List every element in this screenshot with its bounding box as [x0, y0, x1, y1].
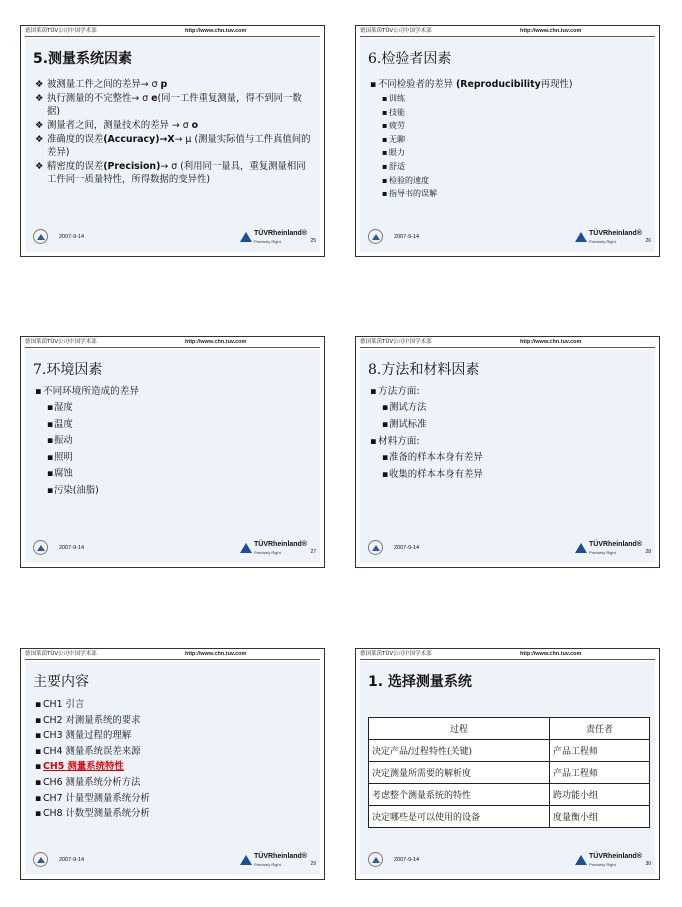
table-cell: 度量衡小组 — [550, 806, 650, 828]
triangle-logo-icon — [240, 855, 252, 865]
header-org: 德国莱茵TÜV公司中国学术部 — [360, 339, 432, 345]
list-subitem: ▪腐蚀 — [47, 468, 73, 480]
slide-body — [360, 38, 655, 252]
slide-title: 6.检验者因素 — [368, 51, 452, 67]
footer-date: 2007-9-14 — [59, 234, 85, 240]
footer-date: 2007-9-14 — [59, 545, 85, 551]
header-org: 德国莱茵TÜV公司中国学术部 — [360, 28, 432, 34]
tuv-seal-icon — [33, 852, 48, 867]
tuv-logo: TÜVRheinland® Precisely Right. — [575, 230, 637, 246]
table-cell: 决定测量所需要的解析度 — [369, 762, 550, 784]
page-number: 28 — [645, 549, 651, 555]
list-item: ❖ 准确度的误差(Accuracy)→X→ μ (测量实际值与工件真值间的差异) — [35, 134, 311, 158]
list-subitem: ▪准备的样本本身有差异 — [382, 452, 483, 464]
slide-header — [25, 27, 320, 37]
tuv-logo: TÜVRheinland® Precisely Right. — [575, 853, 637, 869]
page-number: 30 — [645, 861, 651, 867]
list-item: ▪ CH1 引言 — [35, 697, 312, 713]
slide-title: 7.环境因素 — [33, 362, 103, 378]
slide-title: 1. 选择测量系统 — [368, 674, 472, 690]
square-bullet-icon: ▪ — [35, 699, 42, 710]
list-item: ▪不同环境所造成的差异 — [35, 383, 312, 400]
list-subitem: ▪照明 — [47, 451, 73, 463]
slide-footer — [366, 227, 651, 247]
page-number: 29 — [310, 861, 316, 867]
list-subitem: ▪测试方法 — [382, 402, 427, 413]
tuv-seal-icon — [368, 852, 383, 867]
slide-28 — [355, 336, 660, 568]
slide-title: 5.测量系统因素 — [33, 51, 133, 67]
list-subitem: ▪收集的样本本身有差异 — [382, 468, 483, 480]
header-url: http://www.chn.tuv.com — [185, 651, 247, 657]
triangle-logo-icon — [240, 543, 252, 553]
tuv-seal-icon — [368, 540, 383, 555]
square-bullet-icon: ▪ — [35, 761, 42, 773]
slide-footer — [31, 850, 316, 870]
list-item: ▪材料方面: — [370, 433, 647, 450]
list-subitem: ▪ 疲劳 — [382, 121, 405, 131]
tuv-seal-icon — [368, 229, 383, 244]
slide-29 — [20, 648, 325, 880]
list-item: ▪ CH4 测量系统误差来源 — [35, 744, 312, 760]
diamond-bullet-icon: ❖ — [35, 93, 44, 104]
header-org: 德国莱茵TÜV公司中国学术部 — [25, 339, 97, 345]
table-row — [369, 740, 650, 762]
footer-date: 2007-9-14 — [59, 857, 85, 863]
slide-footer — [31, 538, 316, 558]
slide-25 — [20, 25, 325, 257]
tuv-logo: TÜVRheinland® Precisely Right. — [240, 230, 302, 246]
list-item: ❖ 精密度的误差(Precision)→ σ (利用同一量具，重复测量相同工件同一质量特性，所得数据的变异性) — [35, 161, 306, 185]
list-item: ▪ CH3 测量过程的理解 — [35, 728, 312, 744]
page-number: 27 — [310, 549, 316, 555]
square-bullet-icon: ▪ — [370, 386, 377, 397]
tuv-logo: TÜVRheinland® Precisely Right. — [240, 541, 302, 557]
slide-body — [25, 38, 320, 252]
slide-title: 8.方法和材料因素 — [368, 362, 480, 378]
list-item-current: ▪ CH5 测量系统特性 — [35, 759, 312, 775]
list-subitem: ▪ 检验的速度 — [382, 175, 429, 185]
footer-date: 2007-9-14 — [394, 545, 420, 551]
header-url: http://www.chn.tuv.com — [520, 651, 582, 657]
slide-header — [25, 650, 320, 660]
list-item: ▪ CH7 计量型测量系统分析 — [35, 791, 312, 807]
list-item: ❖ 被测量工件之间的差异→ σ p — [35, 79, 168, 90]
list-item: ❖ 测量者之间，测量技术的差异 → σ o — [35, 120, 199, 131]
triangle-logo-icon — [575, 543, 587, 553]
table-cell: 跨功能小组 — [550, 784, 650, 806]
table-header-cell: 责任者 — [550, 718, 650, 740]
list-item: ▪ CH6 测量系统分析方法 — [35, 775, 312, 791]
table-cell: 考虑整个测量系统的特性 — [369, 784, 550, 806]
header-org: 德国莱茵TÜV公司中国学术部 — [25, 28, 97, 34]
table-cell: 决定哪些是可以使用的设备 — [369, 806, 550, 828]
list-subitem: ▪测试标准 — [382, 418, 427, 430]
diamond-bullet-icon: ❖ — [35, 79, 44, 90]
square-bullet-icon: ▪ — [35, 730, 42, 742]
list-item: ▪方法方面: — [370, 383, 647, 400]
slide-header — [360, 338, 655, 348]
slide-30 — [355, 648, 660, 880]
diamond-bullet-icon: ❖ — [35, 120, 44, 131]
page-number: 25 — [310, 238, 316, 244]
square-bullet-icon: ▪ — [35, 808, 42, 820]
slide-body — [25, 661, 320, 875]
tuv-logo: TÜVRheinland® Precisely Right. — [240, 853, 302, 869]
table-row — [369, 784, 650, 806]
square-bullet-icon: ▪ — [370, 79, 377, 90]
list-subitem: ▪温度 — [47, 418, 73, 430]
square-bullet-icon: ▪ — [370, 436, 377, 448]
triangle-logo-icon — [575, 232, 587, 242]
list-item: ▪ CH8 计数型测量系统分析 — [35, 806, 312, 822]
table-header-row — [369, 718, 650, 740]
header-url: http://www.chn.tuv.com — [520, 339, 582, 345]
responsibility-table — [368, 717, 650, 828]
header-url: http://www.chn.tuv.com — [520, 28, 582, 34]
square-bullet-icon: ▪ — [35, 386, 42, 397]
table-header-cell: 过程 — [369, 718, 550, 740]
list-subitem: ▪ 技能 — [382, 107, 405, 117]
list-subitem: ▪污染(油脂) — [47, 484, 99, 496]
slide-footer — [366, 850, 651, 870]
slide-footer — [31, 227, 316, 247]
list-subitem: ▪ 眼力 — [382, 148, 405, 158]
list-subitem: ▪ 指导书的误解 — [382, 189, 437, 199]
table-cell: 产品工程师 — [550, 740, 650, 762]
list-subitem: ▪振动 — [47, 435, 73, 447]
tuv-logo: TÜVRheinland® Precisely Right. — [575, 541, 637, 557]
slide-header — [360, 27, 655, 37]
diamond-bullet-icon: ❖ — [35, 161, 44, 172]
slide-header — [25, 338, 320, 348]
square-bullet-icon: ▪ — [35, 792, 42, 804]
slide-body — [25, 349, 320, 563]
tuv-seal-icon — [33, 540, 48, 555]
slide-footer — [366, 538, 651, 558]
header-url: http://www.chn.tuv.com — [185, 339, 247, 345]
page-number: 26 — [645, 238, 651, 244]
slide-26 — [355, 25, 660, 257]
list-subitem: ▪ 训练 — [382, 94, 405, 103]
diamond-bullet-icon: ❖ — [35, 134, 44, 145]
slide-title: 主要内容 — [33, 674, 89, 690]
header-org: 德国莱茵TÜV公司中国学术部 — [25, 651, 97, 657]
list-item: ▪ 不同检验者的差异 (Reproducibility再现性) — [370, 79, 573, 90]
slide-body — [360, 349, 655, 563]
slide-body — [360, 661, 655, 875]
slide-header — [360, 650, 655, 660]
header-org: 德国莱茵TÜV公司中国学术部 — [360, 651, 432, 657]
table-row — [369, 806, 650, 828]
triangle-logo-icon — [240, 232, 252, 242]
square-bullet-icon: ▪ — [35, 776, 42, 788]
list-item: ▪ CH2 对测量系统的要求 — [35, 713, 312, 729]
list-subitem: ▪ 无聊 — [382, 134, 405, 144]
list-item: ❖ 执行测量的不完整性→ σ e(同一工件重复测量，得不到同一数据) — [35, 93, 302, 117]
slide-27 — [20, 336, 325, 568]
footer-date: 2007-9-14 — [394, 234, 420, 240]
square-bullet-icon: ▪ — [35, 745, 42, 757]
list-subitem: ▪湿度 — [47, 402, 73, 413]
table-row — [369, 762, 650, 784]
triangle-logo-icon — [575, 855, 587, 865]
table-cell: 产品工程师 — [550, 762, 650, 784]
tuv-seal-icon — [33, 229, 48, 244]
header-url: http://www.chn.tuv.com — [185, 28, 247, 34]
square-bullet-icon: ▪ — [35, 714, 42, 726]
list-subitem: ▪ 舒适 — [382, 161, 405, 171]
table-cell: 决定产品/过程特性(关键) — [369, 740, 550, 762]
footer-date: 2007-9-14 — [394, 857, 420, 863]
